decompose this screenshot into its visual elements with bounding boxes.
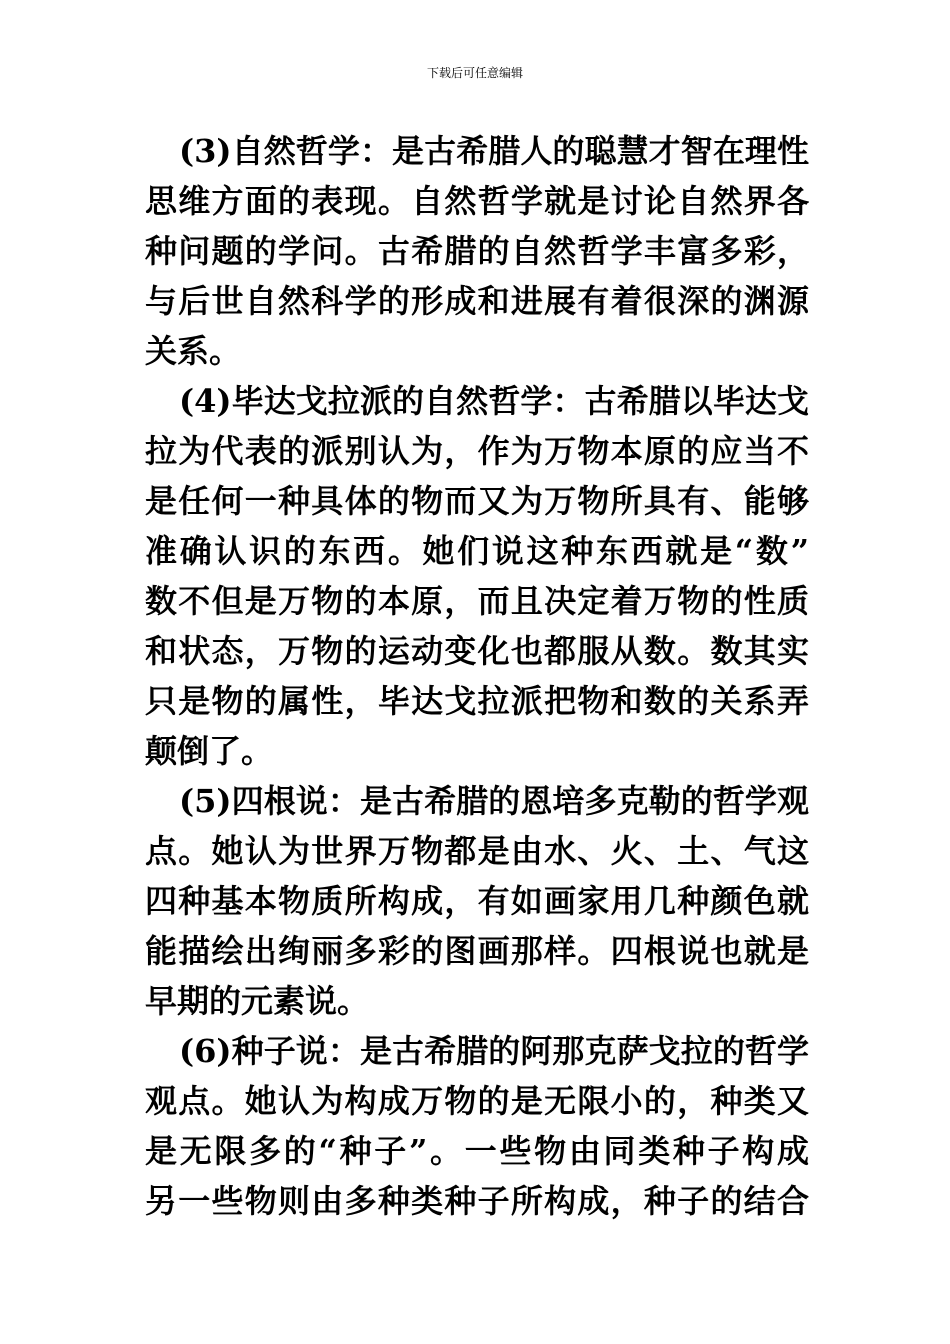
header-note: 下载后可任意编辑	[426, 66, 523, 80]
paragraph-4-line-7: 只是物的属性，毕达戈拉派把物和数的关系弄	[145, 682, 809, 720]
paragraph-4-line-1: (4)毕达戈拉派的自然哲学：古希腊以毕达戈	[179, 382, 809, 420]
paragraph-4-line-5: 数不但是万物的本原，而且决定着万物的性质	[145, 582, 809, 620]
paragraph-4-line-2: 拉为代表的派别认为，作为万物本原的应当不	[145, 432, 809, 470]
paragraph-4-line-8: 颠倒了。	[145, 732, 274, 770]
paragraph-3-line-3: 种问题的学问。古希腊的自然哲学丰富多彩，	[145, 232, 809, 270]
paragraph-6-line-3: 是无限多的“种子”。一些物由同类种子构成	[145, 1132, 809, 1170]
paragraph-3-line-2: 思维方面的表现。自然哲学就是讨论自然界各	[145, 182, 809, 220]
paragraph-6-line-2: 观点。她认为构成万物的是无限小的，种类又	[145, 1082, 809, 1120]
paragraph-4-line-6: 和状态，万物的运动变化也都服从数。数其实	[145, 632, 809, 670]
paragraph-3-line-4: 与后世自然科学的形成和进展有着很深的渊源	[145, 282, 809, 320]
paragraph-4-line-3: 是任何一种具体的物而又为万物所具有、能够	[145, 482, 809, 520]
paragraph-6-line-4: 另一些物则由多种类种子所构成，种子的结合	[145, 1182, 809, 1220]
paragraph-5-line-2: 点。她认为世界万物都是由水、火、土、气这	[145, 832, 809, 870]
paragraph-5-line-4: 能描绘出绚丽多彩的图画那样。四根说也就是	[145, 932, 809, 970]
paragraph-3-line-1: (3)自然哲学：是古希腊人的聪慧才智在理性	[179, 132, 809, 170]
paragraph-5-line-1: (5)四根说：是古希腊的恩培多克勒的哲学观	[179, 782, 809, 820]
paragraph-5-line-3: 四种基本物质所构成，有如画家用几种颜色就	[145, 882, 809, 920]
paragraph-6-line-1: (6)种子说：是古希腊的阿那克萨戈拉的哲学	[179, 1032, 809, 1070]
paragraph-4-line-4: 准确认识的东西。她们说这种东西就是“数”	[145, 532, 809, 570]
paragraph-5-line-5: 早期的元素说。	[145, 982, 370, 1020]
paragraph-3-line-5: 关系。	[145, 332, 242, 370]
body-text	[145, 126, 809, 1226]
